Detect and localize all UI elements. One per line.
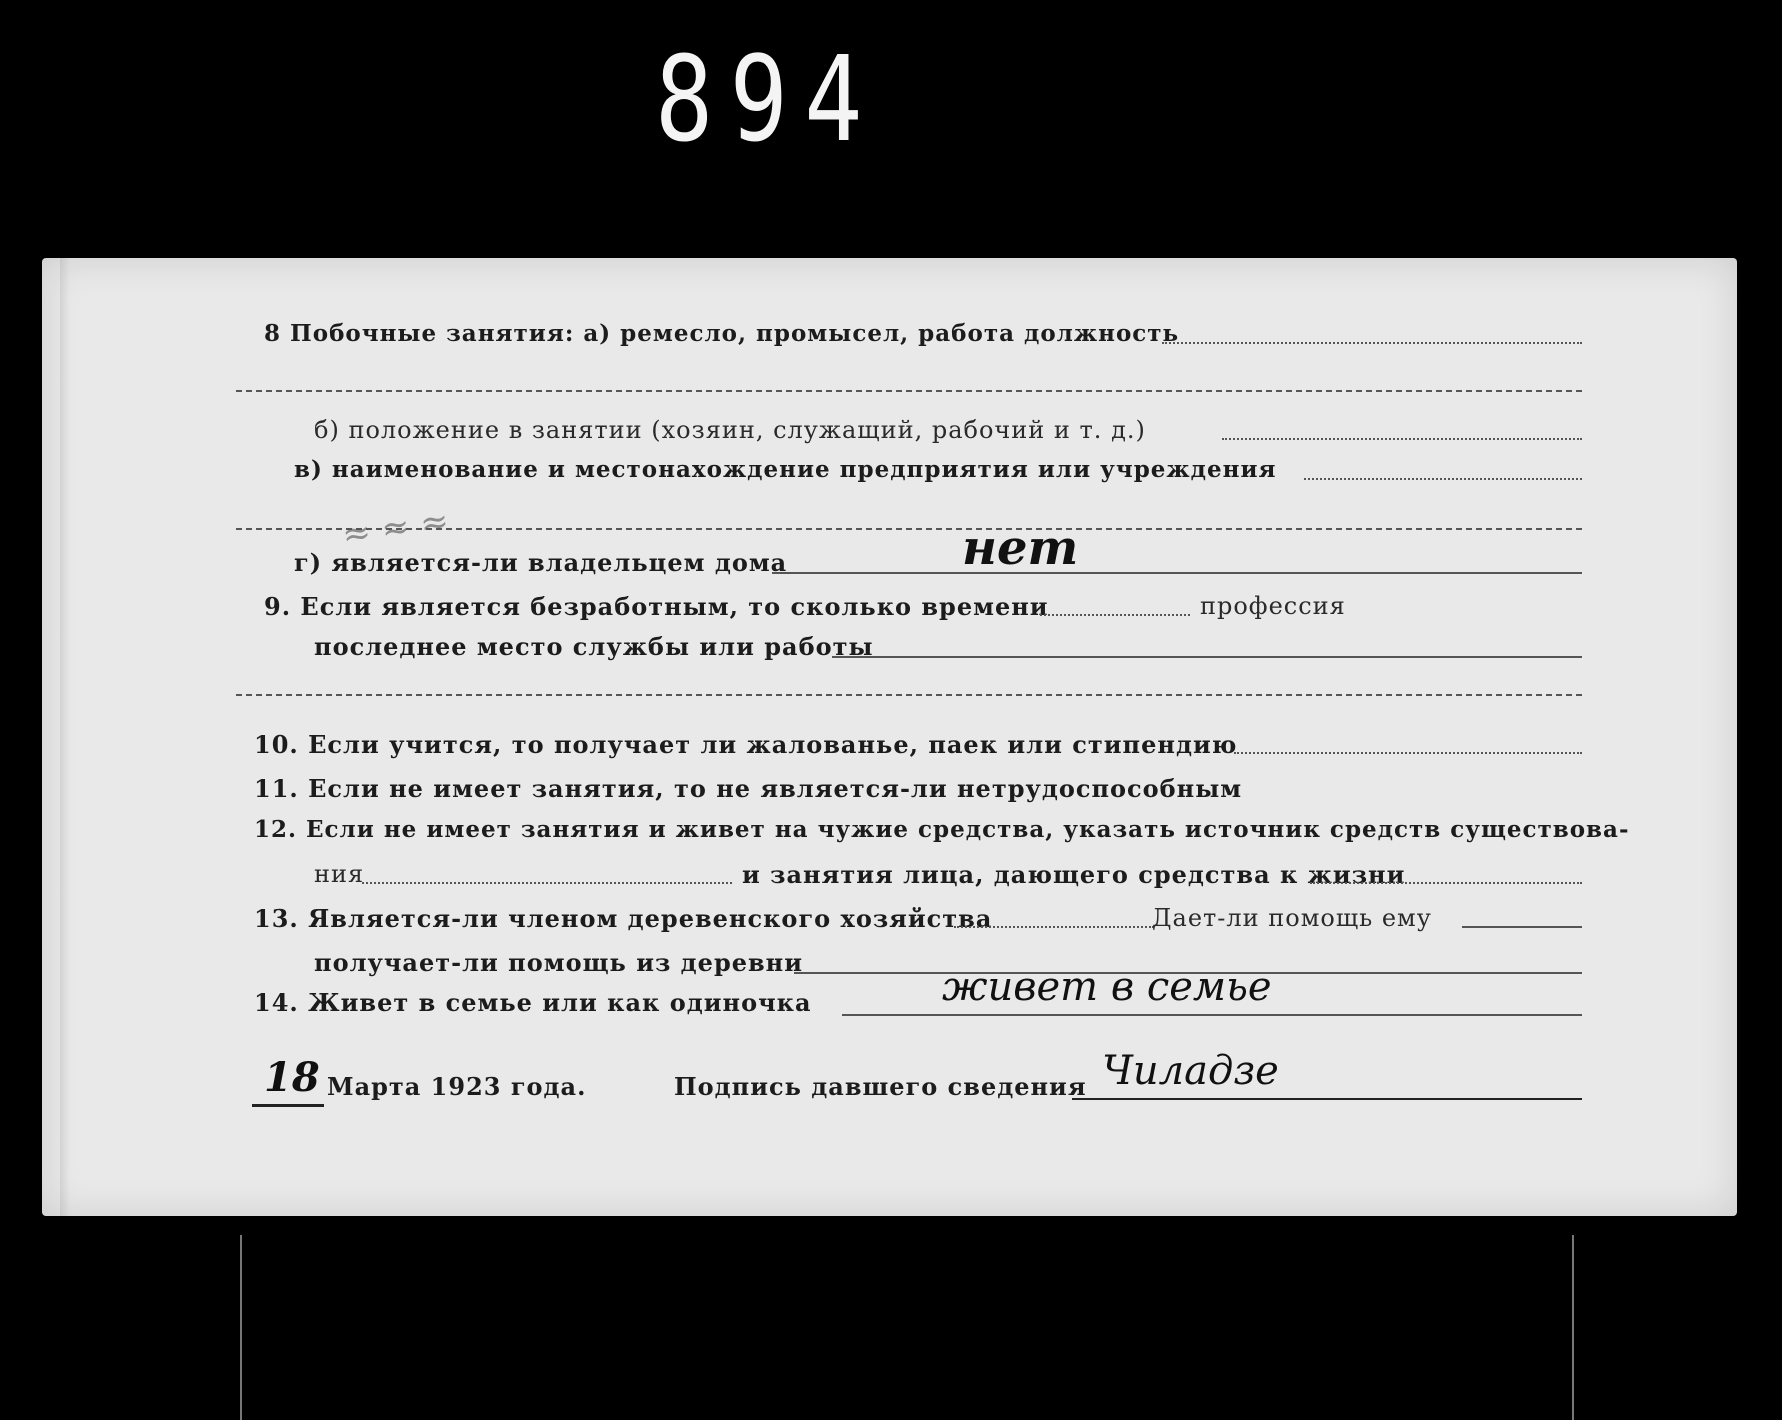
q8-v-label: в) наименование и местонахождение предприятия или учреждения <box>294 456 1277 483</box>
q12-b-answer-line <box>1310 882 1582 884</box>
q8-b-label: б) положение в занятии (хозяин, служащий, рабочий и т. д.) <box>314 416 1146 444</box>
q14-label: 14. Живет в семье или как одиночка <box>254 988 812 1017</box>
family-answer-handwriting: живет в семье <box>942 964 1272 1010</box>
q9-profession-label: профессия <box>1200 592 1346 620</box>
date-day-line <box>252 1104 324 1107</box>
q8-line-2 <box>236 390 1582 392</box>
q9-b-line-2 <box>236 694 1582 696</box>
q8-b-answer-line <box>1222 438 1582 440</box>
q13-b-label: получает-ли помощь из деревни <box>314 948 804 977</box>
date-day-handwriting: 18 <box>264 1054 320 1101</box>
q13-help-answer-line <box>1462 926 1582 928</box>
q9-b-label: последнее место службы или работы <box>314 632 874 661</box>
q9-a-label: 9. Если является безработным, то сколько времени <box>264 592 1049 621</box>
q8-main-answer-line <box>1162 342 1582 344</box>
signature-line <box>1072 1098 1582 1100</box>
q10-label: 10. Если учится, то получает ли жалованье, паек или стипендию <box>254 730 1238 759</box>
q8-main-label: 8 Побочные занятия: а) ремесло, промысел, работа должность <box>264 320 1180 347</box>
q8-v-line-2 <box>236 528 1582 530</box>
bleed-through-text: ≈ ≈ ≈ <box>339 500 452 556</box>
q8-g-label: г) является-ли владельцем дома <box>294 548 788 577</box>
q10-answer-line <box>1234 752 1582 754</box>
film-edge-right <box>1572 1235 1574 1420</box>
q14-answer-line <box>842 1014 1582 1016</box>
q13-a-answer-line <box>954 926 1154 928</box>
signature-handwriting: Чиладзе <box>1102 1048 1279 1094</box>
q8-g-answer-line <box>772 572 1582 574</box>
q12-b-mid-label: и занятия лица, дающего средства к жизни <box>742 860 1406 889</box>
q13-a-label: 13. Является-ли членом деревенского хозяйства <box>254 904 993 933</box>
census-card <box>42 258 1737 1216</box>
date-month-label: Марта 1923 года. <box>327 1072 587 1101</box>
q13-help-label: Дает-ли помощь ему <box>1152 904 1432 932</box>
q12-b-source-line <box>362 882 732 884</box>
q12-a-label: 12. Если не имеет занятия и живет на чужие средства, указать источник средств существова- <box>254 816 1630 843</box>
q12-b-start-label: ния <box>314 860 365 888</box>
q8-v-answer-line <box>1304 478 1582 480</box>
q9-time-line <box>1040 614 1190 616</box>
signature-label: Подпись давшего сведения <box>674 1072 1087 1101</box>
card-fold <box>60 258 70 1216</box>
owner-answer-handwriting: нет <box>962 520 1079 576</box>
q9-b-answer-line <box>832 656 1582 658</box>
film-edge-left <box>240 1235 242 1420</box>
frame-number: 894 <box>655 30 879 168</box>
q11-label: 11. Если не имеет занятия, то не является-ли нетрудоспособным <box>254 774 1243 803</box>
